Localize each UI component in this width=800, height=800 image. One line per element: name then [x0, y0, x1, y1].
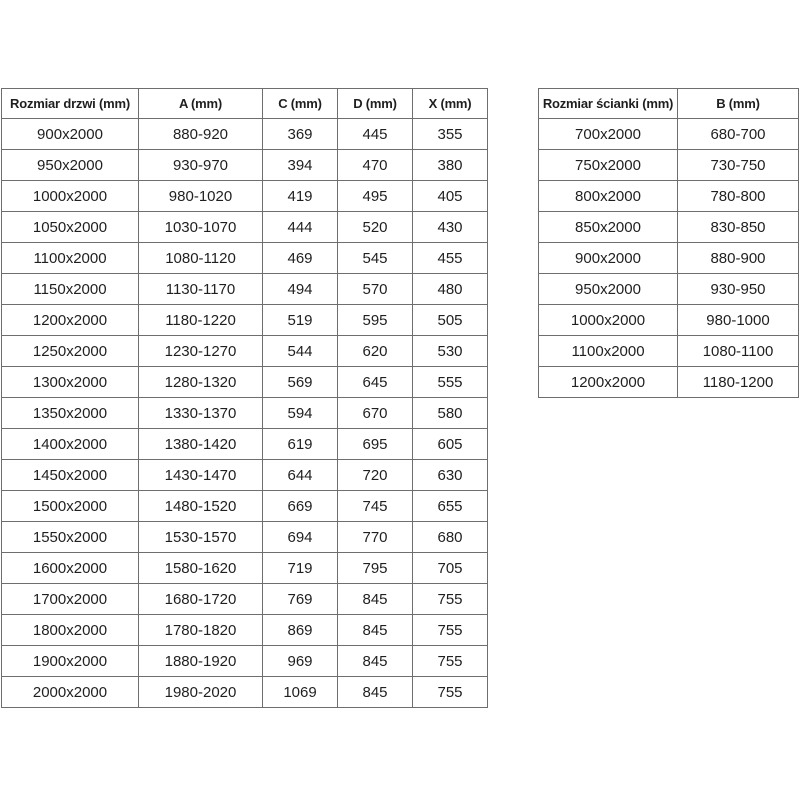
table-cell: 930-950 [678, 274, 799, 305]
table-row [2, 336, 488, 367]
table-cell: 1400x2000 [2, 429, 139, 460]
table-cell: 1680-1720 [139, 584, 263, 615]
table-row [539, 243, 799, 274]
table-cell: 705 [413, 553, 488, 584]
table-cell: 430 [413, 212, 488, 243]
table-cell: 1330-1370 [139, 398, 263, 429]
table-cell: 950x2000 [539, 274, 678, 305]
table-cell: 480 [413, 274, 488, 305]
table-cell: 419 [263, 181, 338, 212]
table-cell: 1780-1820 [139, 615, 263, 646]
table-cell: 745 [338, 491, 413, 522]
table-cell: 555 [413, 367, 488, 398]
table-cell: 670 [338, 398, 413, 429]
table-row [2, 181, 488, 212]
table-cell: 355 [413, 119, 488, 150]
door-sizes-table [1, 88, 488, 708]
table-cell: 845 [338, 677, 413, 708]
table-cell: 1080-1100 [678, 336, 799, 367]
table-cell: 1380-1420 [139, 429, 263, 460]
table-cell: 1100x2000 [539, 336, 678, 367]
table-cell: 1180-1200 [678, 367, 799, 398]
table-cell: 1700x2000 [2, 584, 139, 615]
table-cell: 720 [338, 460, 413, 491]
table-cell: 1200x2000 [539, 367, 678, 398]
table-cell: 1069 [263, 677, 338, 708]
table-cell: 1980-2020 [139, 677, 263, 708]
table-row [539, 119, 799, 150]
table-row [539, 181, 799, 212]
table-cell: 1900x2000 [2, 646, 139, 677]
table-cell: 1080-1120 [139, 243, 263, 274]
table-cell: 494 [263, 274, 338, 305]
table-cell: 445 [338, 119, 413, 150]
table-cell: 1280-1320 [139, 367, 263, 398]
table-cell: 680 [413, 522, 488, 553]
table-cell: 644 [263, 460, 338, 491]
table-cell: 394 [263, 150, 338, 181]
table-row [539, 305, 799, 336]
table-cell: 880-900 [678, 243, 799, 274]
table-row [2, 677, 488, 708]
table-cell: 880-920 [139, 119, 263, 150]
table-cell: 470 [338, 150, 413, 181]
table-cell: 850x2000 [539, 212, 678, 243]
table-row [539, 367, 799, 398]
table-cell: 1880-1920 [139, 646, 263, 677]
table-row [539, 212, 799, 243]
column-header: A (mm) [139, 89, 263, 119]
table-cell: 1250x2000 [2, 336, 139, 367]
table-cell: 950x2000 [2, 150, 139, 181]
table-row [2, 615, 488, 646]
table-cell: 495 [338, 181, 413, 212]
table-cell: 770 [338, 522, 413, 553]
table-cell: 595 [338, 305, 413, 336]
table-row [2, 367, 488, 398]
table-cell: 444 [263, 212, 338, 243]
table-cell: 969 [263, 646, 338, 677]
table-row [2, 646, 488, 677]
table-cell: 680-700 [678, 119, 799, 150]
table-cell: 730-750 [678, 150, 799, 181]
table-row [2, 212, 488, 243]
table-row [2, 553, 488, 584]
table-row [539, 150, 799, 181]
table-cell: 519 [263, 305, 338, 336]
table-cell: 700x2000 [539, 119, 678, 150]
table-cell: 900x2000 [539, 243, 678, 274]
table-cell: 380 [413, 150, 488, 181]
table-cell: 1450x2000 [2, 460, 139, 491]
table-cell: 900x2000 [2, 119, 139, 150]
table-row [2, 119, 488, 150]
table-row [2, 460, 488, 491]
table-cell: 1530-1570 [139, 522, 263, 553]
table-cell: 570 [338, 274, 413, 305]
table-cell: 545 [338, 243, 413, 274]
table-cell: 845 [338, 646, 413, 677]
table-cell: 845 [338, 615, 413, 646]
table-row [539, 274, 799, 305]
table-row [2, 491, 488, 522]
table-cell: 645 [338, 367, 413, 398]
table-cell: 1580-1620 [139, 553, 263, 584]
table-cell: 669 [263, 491, 338, 522]
table-cell: 869 [263, 615, 338, 646]
table-cell: 530 [413, 336, 488, 367]
header-row [539, 89, 799, 119]
table-cell: 1000x2000 [2, 181, 139, 212]
table-cell: 655 [413, 491, 488, 522]
table-cell: 1150x2000 [2, 274, 139, 305]
header-row [2, 89, 488, 119]
table-row [2, 243, 488, 274]
table-cell: 719 [263, 553, 338, 584]
table-cell: 1480-1520 [139, 491, 263, 522]
table-cell: 1600x2000 [2, 553, 139, 584]
table-cell: 780-800 [678, 181, 799, 212]
table-cell: 544 [263, 336, 338, 367]
table-cell: 1130-1170 [139, 274, 263, 305]
table-row [2, 398, 488, 429]
table-cell: 1800x2000 [2, 615, 139, 646]
table-cell: 755 [413, 646, 488, 677]
column-header: C (mm) [263, 89, 338, 119]
table-row [2, 274, 488, 305]
table-cell: 800x2000 [539, 181, 678, 212]
table-cell: 695 [338, 429, 413, 460]
table-cell: 1180-1220 [139, 305, 263, 336]
table-cell: 930-970 [139, 150, 263, 181]
table-cell: 520 [338, 212, 413, 243]
table-cell: 750x2000 [539, 150, 678, 181]
table-cell: 1050x2000 [2, 212, 139, 243]
table-cell: 769 [263, 584, 338, 615]
table-cell: 619 [263, 429, 338, 460]
table-cell: 1030-1070 [139, 212, 263, 243]
table-row [2, 150, 488, 181]
table-cell: 1550x2000 [2, 522, 139, 553]
column-header: Rozmiar ścianki (mm) [539, 89, 678, 119]
table-cell: 580 [413, 398, 488, 429]
table-row [539, 336, 799, 367]
table-cell: 469 [263, 243, 338, 274]
table-cell: 620 [338, 336, 413, 367]
table-cell: 630 [413, 460, 488, 491]
table-cell: 830-850 [678, 212, 799, 243]
table-row [2, 305, 488, 336]
table-row [2, 429, 488, 460]
table-cell: 1430-1470 [139, 460, 263, 491]
table-cell: 845 [338, 584, 413, 615]
table-cell: 1100x2000 [2, 243, 139, 274]
table-cell: 694 [263, 522, 338, 553]
table-row [2, 584, 488, 615]
table-cell: 1000x2000 [539, 305, 678, 336]
table-cell: 369 [263, 119, 338, 150]
table-cell: 605 [413, 429, 488, 460]
table-cell: 755 [413, 615, 488, 646]
column-header: X (mm) [413, 89, 488, 119]
table-cell: 505 [413, 305, 488, 336]
table-cell: 405 [413, 181, 488, 212]
table-cell: 980-1000 [678, 305, 799, 336]
table-cell: 1230-1270 [139, 336, 263, 367]
table-cell: 594 [263, 398, 338, 429]
table-cell: 569 [263, 367, 338, 398]
column-header: B (mm) [678, 89, 799, 119]
column-header: Rozmiar drzwi (mm) [2, 89, 139, 119]
table-cell: 1200x2000 [2, 305, 139, 336]
table-cell: 1500x2000 [2, 491, 139, 522]
table-cell: 2000x2000 [2, 677, 139, 708]
table-cell: 795 [338, 553, 413, 584]
wall-panel-sizes-table [538, 88, 799, 398]
column-header: D (mm) [338, 89, 413, 119]
table-cell: 980-1020 [139, 181, 263, 212]
table-cell: 755 [413, 584, 488, 615]
table-row [2, 522, 488, 553]
table-cell: 455 [413, 243, 488, 274]
table-cell: 755 [413, 677, 488, 708]
table-cell: 1300x2000 [2, 367, 139, 398]
table-cell: 1350x2000 [2, 398, 139, 429]
